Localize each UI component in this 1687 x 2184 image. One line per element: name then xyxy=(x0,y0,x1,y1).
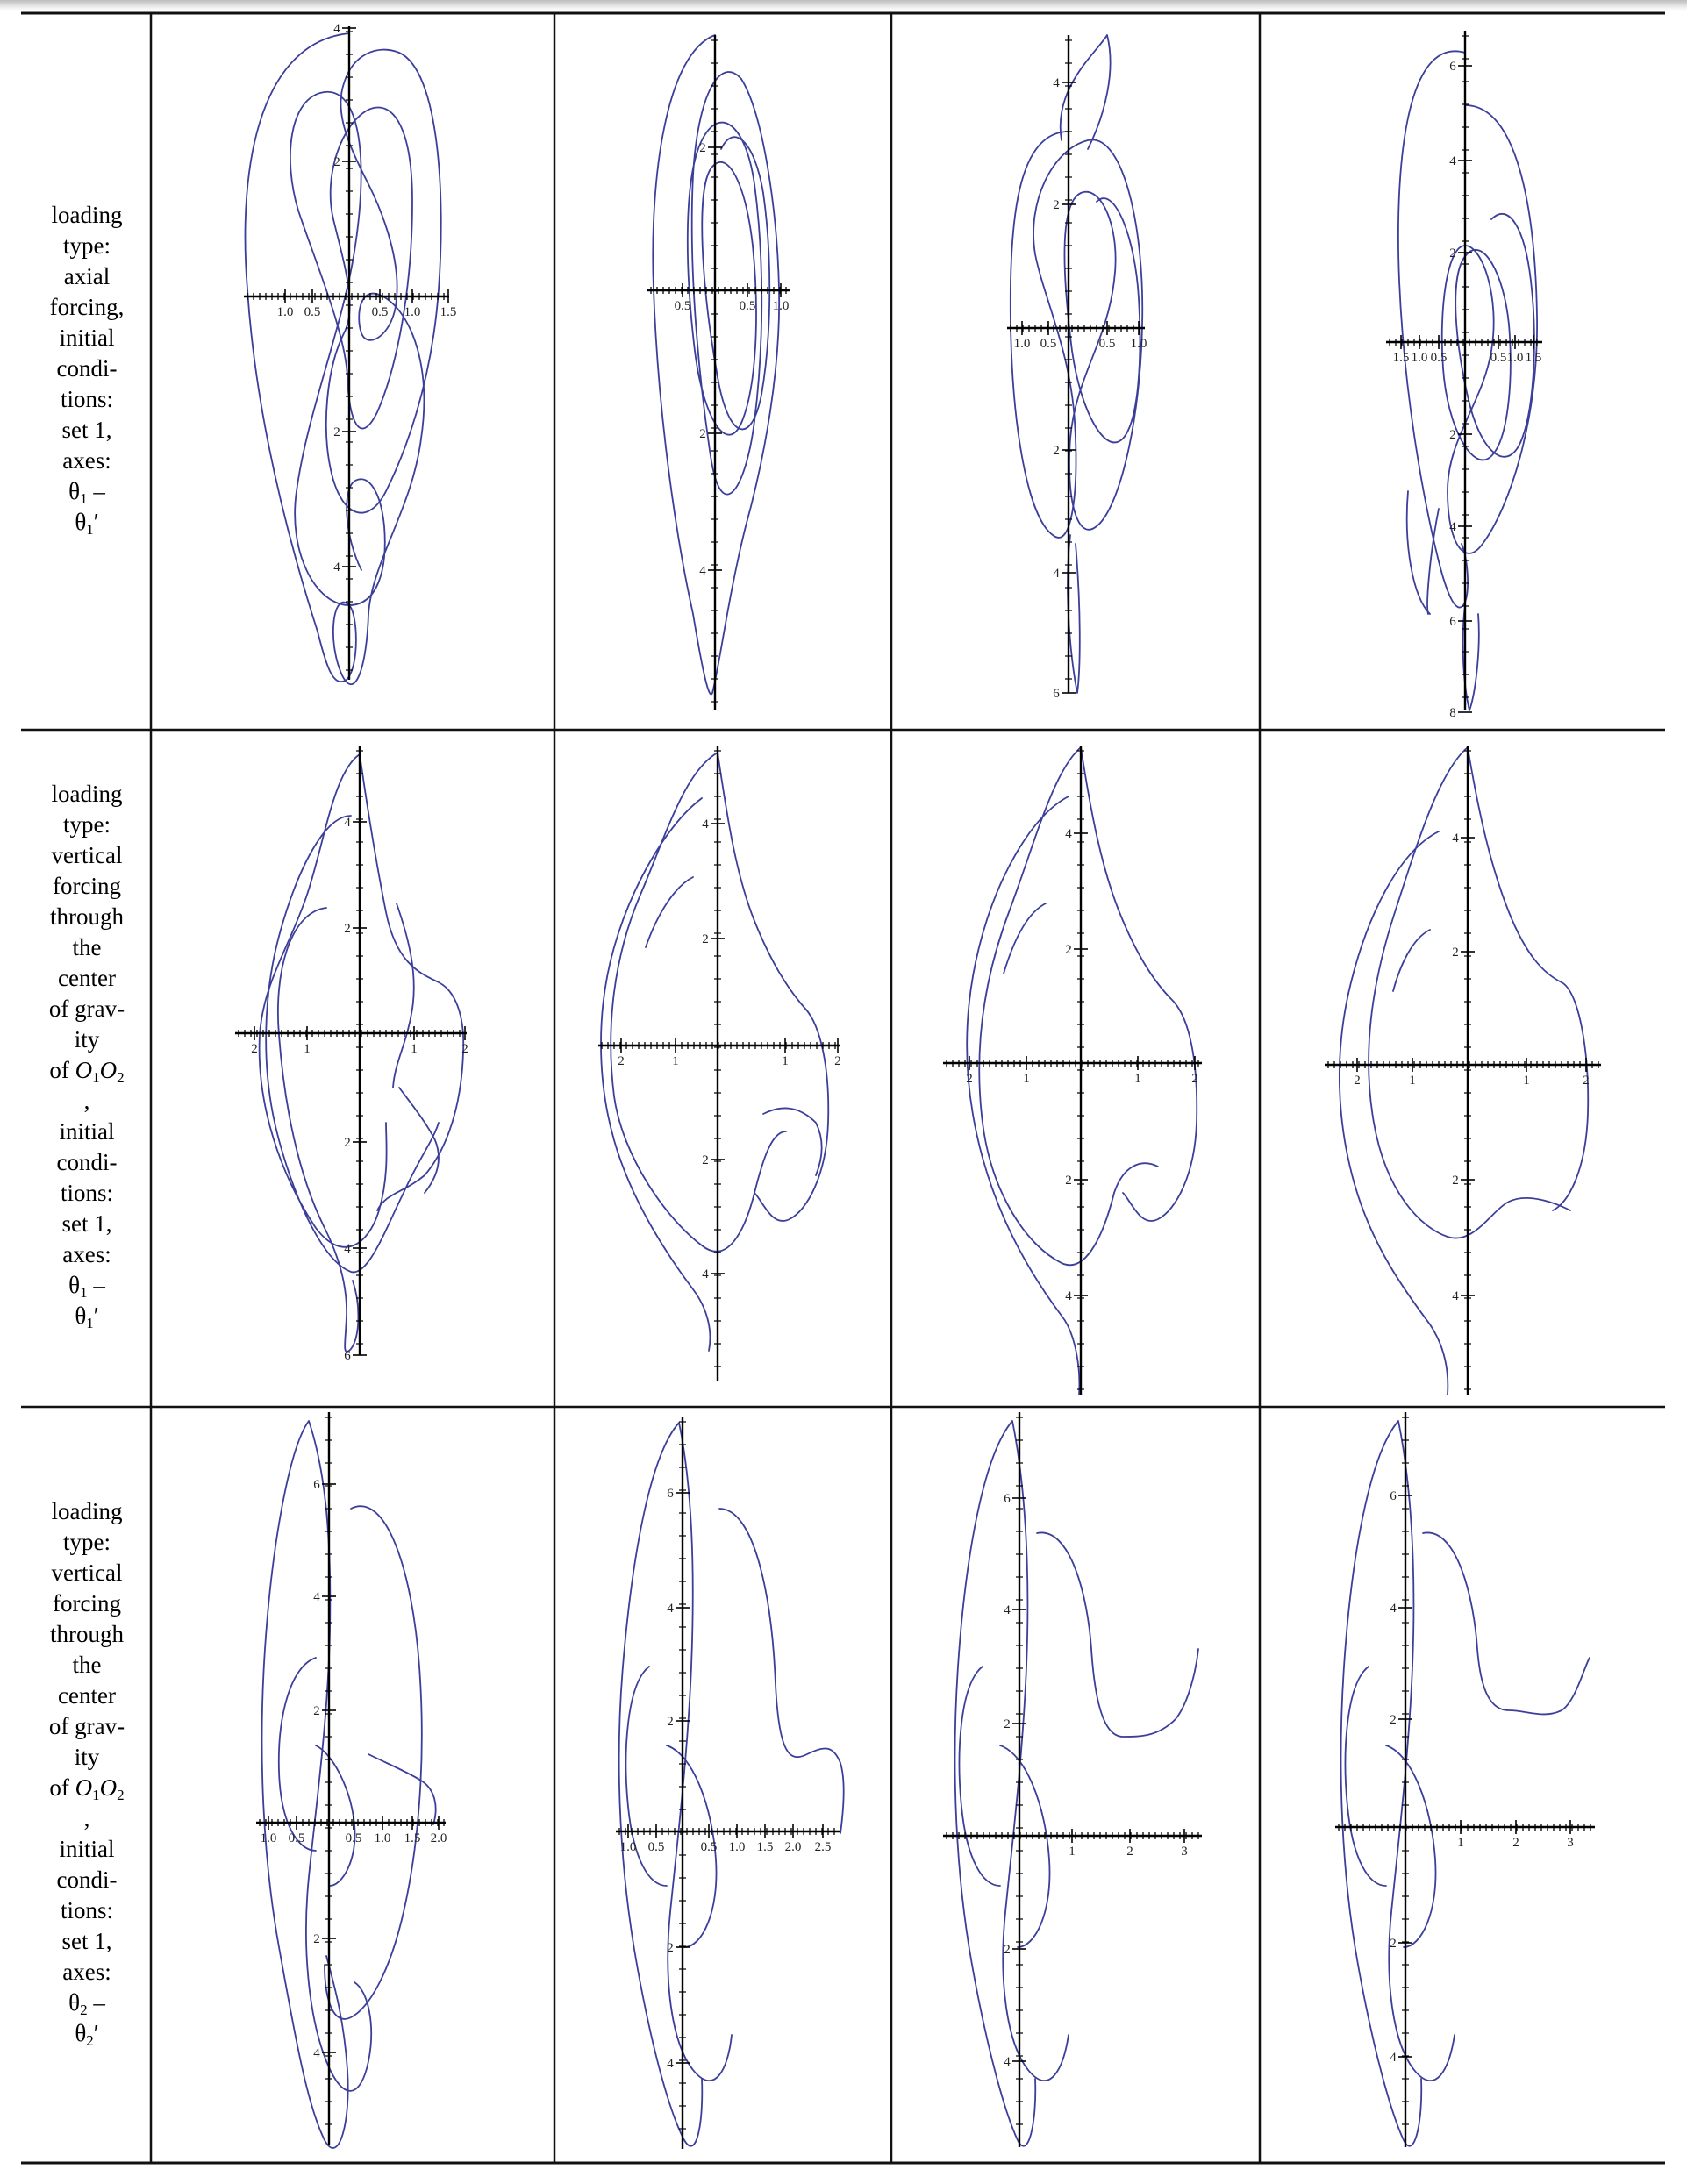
y-tick-label: 4 xyxy=(702,1267,709,1281)
x-tick-label: 2.5 xyxy=(814,1840,832,1854)
x-tick-label: 0.5 xyxy=(1490,351,1507,365)
x-tick-label: 0.5 xyxy=(700,1840,718,1854)
y-tick-label: 4 xyxy=(1449,154,1456,168)
y-tick-label: 4 xyxy=(333,560,340,575)
label-line: set 1, xyxy=(61,1928,112,1954)
y-tick-label: 6 xyxy=(1390,1489,1397,1503)
label-line: ity xyxy=(74,1026,100,1053)
y-tick-label: 2 xyxy=(1004,1943,1011,1957)
x-tick-label: 2 xyxy=(1126,1845,1133,1859)
o1-symbol: O xyxy=(75,1057,93,1083)
label-line: center xyxy=(58,1682,116,1709)
row-label-axial-forcing xyxy=(21,200,153,538)
label-line: tions: xyxy=(60,1180,113,1206)
axis-separator: – xyxy=(93,478,105,504)
y-tick-label: 2 xyxy=(702,932,709,946)
x-tick-label: 1.0 xyxy=(260,1831,277,1845)
x-tick-label: 1.5 xyxy=(404,1831,421,1845)
y-tick-label: 4 xyxy=(1053,567,1060,581)
y-tick-label: 2 xyxy=(1449,428,1456,442)
y-tick-label: 2 xyxy=(1390,1937,1397,1951)
axes-label-second xyxy=(21,507,153,538)
axis-subscript: 1 xyxy=(86,521,94,538)
y-tick-label: 2 xyxy=(333,425,340,439)
label-line: loading xyxy=(51,202,123,228)
label-comma: , xyxy=(83,1088,90,1114)
y-tick-label: 6 xyxy=(344,1349,351,1363)
x-tick-label: 1.0 xyxy=(1411,351,1428,365)
y-tick-label: 4 xyxy=(667,1602,674,1616)
y-tick-label: 4 xyxy=(1053,76,1060,90)
x-tick-label: 0.5 xyxy=(345,1831,362,1845)
x-tick-label: 3 xyxy=(1181,1845,1188,1859)
row-label-vertical-forcing-theta2 xyxy=(21,1496,153,2049)
label-line: through xyxy=(50,903,124,930)
label-line: loading xyxy=(51,1498,123,1524)
x-tick-label: 1.0 xyxy=(1130,337,1147,351)
label-line: of grav- xyxy=(48,996,125,1022)
y-tick-label: 4 xyxy=(699,564,706,578)
label-line: loading xyxy=(51,781,123,807)
axes-label-second xyxy=(21,2018,153,2049)
axes-label-first xyxy=(21,1270,153,1301)
trajectory-curve xyxy=(1341,1421,1590,2146)
axis-prime: ′ xyxy=(93,509,99,535)
x-tick-label: 1.0 xyxy=(728,1840,746,1854)
y-tick-label: 8 xyxy=(1449,706,1456,720)
x-tick-label: 1 xyxy=(1457,1836,1464,1850)
label-line: tions: xyxy=(60,386,113,412)
of-o1o2-label xyxy=(21,1055,153,1086)
o2-symbol: O xyxy=(99,1774,118,1801)
axes-label-second xyxy=(21,1301,153,1331)
label-line: axes: xyxy=(62,447,111,474)
y-tick-label: 2 xyxy=(333,155,340,169)
y-tick-label: 4 xyxy=(1390,1602,1397,1616)
y-tick-label: 2 xyxy=(699,427,706,441)
axis-subscript: 1 xyxy=(80,490,88,507)
label-line: the xyxy=(72,1652,102,1678)
y-tick-label: 6 xyxy=(313,1478,320,1492)
x-tick-label: 2 xyxy=(618,1054,625,1068)
label-line: forcing xyxy=(53,1590,121,1617)
label-line: initial xyxy=(59,325,115,351)
y-tick-label: 2 xyxy=(1004,1717,1011,1731)
x-tick-label: 1 xyxy=(1023,1072,1030,1086)
label-line: axes: xyxy=(62,1959,111,1985)
label-line: set 1, xyxy=(61,1210,112,1237)
axis-symbol: θ xyxy=(68,1989,81,2016)
label-line: set 1, xyxy=(61,417,112,443)
y-tick-label: 2 xyxy=(1053,198,1060,212)
x-tick-label: 1.0 xyxy=(276,305,294,319)
y-tick-label: 2 xyxy=(313,1704,320,1718)
x-tick-label: 1 xyxy=(304,1042,311,1056)
label-line: condi- xyxy=(56,1866,118,1893)
y-tick-label: 4 xyxy=(344,816,351,830)
trajectory-curve xyxy=(1011,35,1142,693)
y-tick-label: 2 xyxy=(313,1932,320,1946)
of-prefix: of xyxy=(49,1774,75,1801)
x-tick-label: 1 xyxy=(1409,1074,1416,1088)
o2-subscript: 2 xyxy=(117,1787,125,1803)
x-tick-label: 2 xyxy=(461,1042,468,1056)
x-tick-label: 1 xyxy=(411,1042,418,1056)
y-tick-label: 4 xyxy=(1004,2055,1011,2069)
trajectory-curve xyxy=(653,35,779,695)
label-line: tions: xyxy=(60,1897,113,1923)
axis-separator: – xyxy=(93,1989,105,2016)
y-tick-label: 6 xyxy=(1449,60,1456,74)
label-line: axial xyxy=(63,263,111,289)
y-tick-label: 4 xyxy=(333,22,340,36)
axis-subscript: 2 xyxy=(80,2002,88,2018)
label-line: forcing, xyxy=(49,294,125,320)
x-tick-label: 2.0 xyxy=(430,1831,447,1845)
trajectory-curve xyxy=(245,33,440,684)
x-tick-label: 2.0 xyxy=(784,1840,802,1854)
label-line: type: xyxy=(63,1529,111,1555)
y-tick-label: 2 xyxy=(702,1153,709,1167)
y-tick-label: 6 xyxy=(1053,687,1060,701)
o1-symbol: O xyxy=(75,1774,93,1801)
label-line: initial xyxy=(59,1836,115,1862)
y-tick-label: 6 xyxy=(1004,1492,1011,1506)
y-tick-label: 4 xyxy=(1065,1289,1072,1303)
axis-separator: – xyxy=(93,1272,105,1298)
y-tick-label: 4 xyxy=(1004,1603,1011,1617)
x-tick-label: 0.5 xyxy=(1098,337,1116,351)
y-tick-label: 2 xyxy=(1065,1174,1072,1188)
x-tick-label: 2 xyxy=(1354,1074,1361,1088)
label-line: condi- xyxy=(56,355,118,382)
x-tick-label: 1.0 xyxy=(772,299,790,313)
x-tick-label: 1 xyxy=(1134,1072,1141,1086)
x-tick-label: 2 xyxy=(966,1072,973,1086)
y-tick-label: 4 xyxy=(313,1590,320,1604)
label-line: initial xyxy=(59,1118,115,1145)
x-tick-label: 0.5 xyxy=(674,299,691,313)
y-tick-label: 4 xyxy=(313,2046,320,2060)
axis-symbol: θ xyxy=(68,1272,81,1298)
label-line: of grav- xyxy=(48,1713,125,1739)
x-tick-label: 1 xyxy=(1069,1845,1076,1859)
o2-subscript: 2 xyxy=(117,1069,125,1086)
o2-symbol: O xyxy=(99,1057,118,1083)
of-prefix: of xyxy=(49,1057,75,1083)
label-line: type: xyxy=(63,232,111,259)
x-tick-label: 0.5 xyxy=(647,1840,665,1854)
axis-subscript: 1 xyxy=(86,1315,94,1331)
x-tick-label: 2 xyxy=(1512,1836,1519,1850)
y-tick-label: 4 xyxy=(1452,1289,1459,1303)
x-tick-label: 2 xyxy=(834,1054,841,1068)
x-tick-label: 0.5 xyxy=(1040,337,1057,351)
x-tick-label: 1.5 xyxy=(756,1840,774,1854)
label-line: forcing xyxy=(53,873,121,899)
y-tick-label: 2 xyxy=(344,1136,351,1150)
y-tick-label: 2 xyxy=(1390,1713,1397,1727)
x-tick-label: 1 xyxy=(782,1054,789,1068)
label-line: through xyxy=(50,1621,124,1647)
axes-label-first xyxy=(21,1988,153,2018)
y-tick-label: 4 xyxy=(1390,2051,1397,2065)
x-tick-label: 0.5 xyxy=(304,305,321,319)
o1-subscript: 1 xyxy=(92,1787,100,1803)
trajectory-curve xyxy=(967,747,1197,1395)
x-tick-label: 2 xyxy=(1583,1074,1590,1088)
label-line: vertical xyxy=(51,842,123,868)
y-tick-label: 4 xyxy=(1065,827,1072,841)
x-tick-label: 1 xyxy=(672,1054,679,1068)
x-tick-label: 1.5 xyxy=(440,305,457,319)
trajectory-curve xyxy=(955,1421,1198,2146)
y-tick-label: 2 xyxy=(667,1715,674,1729)
y-tick-label: 4 xyxy=(702,817,709,831)
trajectory-curve xyxy=(262,1421,436,2148)
axes-label-first xyxy=(21,476,153,507)
label-line: type: xyxy=(63,811,111,838)
axis-symbol: θ xyxy=(68,478,81,504)
axis-subscript: 1 xyxy=(80,1284,88,1301)
axis-prime: ′ xyxy=(93,1303,99,1329)
x-tick-label: 1.5 xyxy=(1392,351,1410,365)
label-line: vertical xyxy=(51,1559,123,1586)
y-tick-label: 2 xyxy=(1065,943,1072,957)
x-tick-label: 1.0 xyxy=(404,305,421,319)
trajectory-curve xyxy=(260,754,464,1352)
x-tick-label: 1.5 xyxy=(1525,351,1542,365)
label-line: condi- xyxy=(56,1149,118,1175)
label-line: the xyxy=(72,934,102,960)
x-tick-label: 1.0 xyxy=(374,1831,391,1845)
y-tick-label: 2 xyxy=(1449,246,1456,261)
axis-symbol: θ xyxy=(75,2020,87,2046)
x-tick-label: 0.5 xyxy=(1430,351,1448,365)
o1-subscript: 1 xyxy=(92,1069,100,1086)
label-comma: , xyxy=(83,1805,90,1831)
x-tick-label: 2 xyxy=(1191,1072,1198,1086)
x-tick-label: 3 xyxy=(1567,1836,1574,1850)
axis-symbol: θ xyxy=(75,1303,87,1329)
y-tick-label: 2 xyxy=(667,1941,674,1955)
axis-symbol: θ xyxy=(75,509,87,535)
y-tick-label: 2 xyxy=(344,922,351,936)
of-o1o2-label xyxy=(21,1773,153,1803)
label-line: ity xyxy=(74,1744,100,1770)
label-line: axes: xyxy=(62,1241,111,1267)
y-tick-label: 2 xyxy=(1452,1174,1459,1188)
row-label-vertical-forcing-theta1 xyxy=(21,779,153,1331)
x-tick-label: 1.0 xyxy=(619,1840,637,1854)
y-tick-label: 2 xyxy=(1053,444,1060,458)
y-tick-label: 6 xyxy=(667,1487,674,1501)
y-tick-label: 4 xyxy=(344,1242,351,1256)
y-tick-label: 2 xyxy=(699,141,706,155)
y-tick-label: 4 xyxy=(667,2057,674,2071)
x-tick-label: 0.5 xyxy=(288,1831,305,1845)
x-tick-label: 0.5 xyxy=(371,305,389,319)
y-tick-label: 4 xyxy=(1452,831,1459,846)
x-tick-label: 1.0 xyxy=(1506,351,1524,365)
label-line: center xyxy=(58,965,116,991)
trajectory-curve xyxy=(619,1423,844,2146)
axis-subscript: 2 xyxy=(86,2032,94,2049)
x-tick-label: 1 xyxy=(1523,1074,1530,1088)
axis-prime: ′ xyxy=(93,2020,99,2046)
y-tick-label: 2 xyxy=(1452,946,1459,960)
x-tick-label: 2 xyxy=(251,1042,258,1056)
y-tick-label: 4 xyxy=(1449,520,1456,534)
x-tick-label: 1.0 xyxy=(1013,337,1031,351)
x-tick-label: 0.5 xyxy=(739,299,756,313)
y-tick-label: 6 xyxy=(1449,615,1456,629)
trajectory-curve xyxy=(1340,747,1588,1395)
